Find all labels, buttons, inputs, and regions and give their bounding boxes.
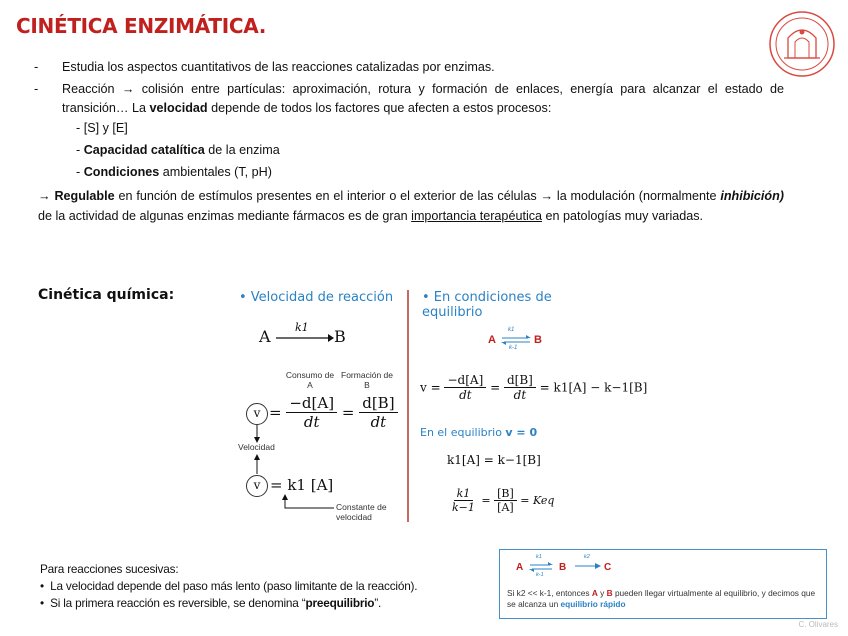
text: ambientales (T, pH) — [159, 165, 272, 179]
species-c: C — [604, 562, 612, 573]
k1: k1 — [536, 554, 542, 560]
left-panel-header: • Velocidad de reacción — [239, 290, 394, 305]
bold-text: Condiciones — [83, 165, 160, 179]
consumo-label: Consumo de A — [285, 370, 335, 390]
list-item — [40, 595, 417, 612]
rate-constant: k1 — [295, 321, 309, 334]
bullet: • — [40, 596, 44, 610]
fraction — [286, 394, 337, 431]
fraction — [504, 373, 536, 402]
author-credit: C. Olivares — [798, 620, 838, 629]
box-b — [559, 562, 566, 573]
dash: - — [76, 165, 84, 179]
text: depende de todos los factores que afecten a estos procesos: — [207, 101, 552, 115]
numerator: [B] — [494, 487, 517, 501]
species-b: B — [534, 334, 542, 346]
list-item — [40, 578, 417, 595]
k-1: k-1 — [536, 572, 544, 578]
up-arrow-icon — [250, 454, 266, 474]
numerator: k1 — [454, 487, 474, 501]
formacion-label: Formación de B — [341, 370, 393, 390]
bold-text: Regulable — [54, 189, 115, 203]
fraction — [444, 373, 486, 402]
text: en patologías muy variadas. — [542, 209, 704, 223]
sub-item-3 — [76, 165, 272, 179]
numerator: −d[A] — [286, 394, 337, 413]
bold-text: equilibrio rápido — [560, 599, 626, 609]
text: En el equilibrio — [420, 426, 502, 439]
reaction-b: B — [334, 327, 346, 346]
bold-text: preequilibrio — [305, 596, 375, 610]
bullet-text: Estudia los aspectos cuantitativos de las reacciones catalizadas por enzimas. — [62, 60, 495, 74]
dash: - — [34, 60, 39, 74]
fraction — [449, 487, 478, 514]
numerator: −d[A] — [444, 373, 486, 388]
bold-text: velocidad — [149, 101, 208, 115]
text: de la enzima — [204, 143, 280, 157]
fraction — [494, 487, 517, 514]
k2: k2 — [584, 554, 590, 560]
dash: - — [76, 143, 84, 157]
species-a: A — [488, 334, 496, 346]
text: La velocidad depende del paso más lento (paso limitante de la reacción). — [50, 579, 418, 593]
section-heading: Cinética química: — [38, 287, 175, 303]
arrow: → — [38, 189, 55, 203]
text: pueden llegar virtualmente al equilibrio, y decimos que se alcanza un — [507, 588, 816, 609]
v-circle: v — [246, 403, 268, 425]
text: v = — [420, 380, 441, 395]
bullet-item-1 — [34, 58, 784, 77]
numerator: d[B] — [359, 394, 397, 413]
species-b: B — [559, 562, 567, 573]
box-a — [516, 562, 523, 573]
velocidad-label: Velocidad — [238, 442, 275, 452]
bullet-text — [62, 80, 784, 118]
species-a: A — [516, 562, 524, 573]
text: Si la primera reacción es reversible, se denomina “ — [50, 596, 306, 610]
sub-item-2 — [76, 143, 280, 157]
v-circle: v — [246, 475, 268, 497]
pointer-line-icon — [280, 494, 336, 514]
bullet: • — [40, 579, 44, 593]
numerator: d[B] — [504, 373, 536, 388]
fraction — [359, 394, 397, 431]
text: y — [597, 588, 607, 598]
denominator: dt — [370, 413, 387, 431]
text: ”. — [374, 596, 382, 610]
box-text — [507, 588, 823, 610]
successive-reactions — [40, 561, 417, 612]
text: = k1[A] − k−1[B] — [539, 380, 648, 395]
equilibrium-rate-equation: v = $\frac{-d[A]}{dt}$ = $\frac{d[B]}{dt}$ = k1[A] − k−1[B] — [420, 373, 648, 402]
text: en función de estímulos presentes en el interior o el exterior de las células → la modulación (normalmente — [114, 189, 721, 203]
rate-equation: = $\frac{-d[A]}{dt}$ = $\frac{d[B]}{dt}$ — [269, 394, 398, 431]
preequilibrium-box — [499, 549, 827, 619]
equilibrium-line — [420, 426, 537, 439]
underlined-text: importancia terapéutica — [411, 209, 543, 223]
denominator: dt — [459, 388, 472, 402]
denominator: dt — [513, 388, 527, 402]
keq-equation: $\frac{k1}{k-1}$ = $\frac{[B]}{[A]}$ = Keq — [449, 487, 554, 514]
box-c — [604, 562, 611, 573]
sub-item-1 — [76, 121, 128, 135]
denominator: dt — [303, 413, 320, 431]
panel-divider — [407, 290, 409, 522]
rate-law: = k1 [A] — [270, 476, 334, 494]
right-panel-header: • En condiciones de equilibrio — [422, 290, 552, 320]
balance-equation: k1[A] = k−1[B] — [447, 453, 541, 467]
italic-text: inhibición) — [720, 189, 784, 203]
equilibrium-reaction — [534, 334, 542, 346]
denominator: k−1 — [452, 501, 475, 514]
reaction-arrow-icon — [574, 560, 602, 572]
equilibrium-reaction — [488, 334, 496, 346]
k-forward: k1 — [508, 327, 515, 333]
text: = Keq — [520, 494, 555, 507]
species-b: B — [606, 588, 613, 598]
reaction-a: A — [259, 327, 271, 346]
bold-text: Capacidad catalítica — [83, 143, 205, 157]
regulable-paragraph — [38, 186, 784, 226]
text: - [S] y [E] — [76, 121, 128, 135]
species-a: A — [591, 588, 598, 598]
constante-label: Constante de velocidad — [336, 502, 387, 522]
text: Reacción → colisión entre partículas: aproximación, rotura y formación de enlaces, energía para alcanzar el estado de transición… La — [62, 82, 784, 115]
page-title: CINÉTICA ENZIMÁTICA. — [16, 14, 267, 38]
text: Si k2 << k-1, entonces — [507, 588, 592, 598]
bullet-item-2 — [34, 80, 784, 118]
denominator: [A] — [497, 501, 514, 514]
text: de la actividad de algunas enzimas mediante fármacos es de gran — [38, 209, 412, 223]
bold-text: v = 0 — [505, 426, 538, 439]
dash: - — [34, 82, 39, 96]
bottom-heading: Para reacciones sucesivas: — [40, 562, 179, 576]
k-reverse: k-1 — [509, 345, 518, 351]
